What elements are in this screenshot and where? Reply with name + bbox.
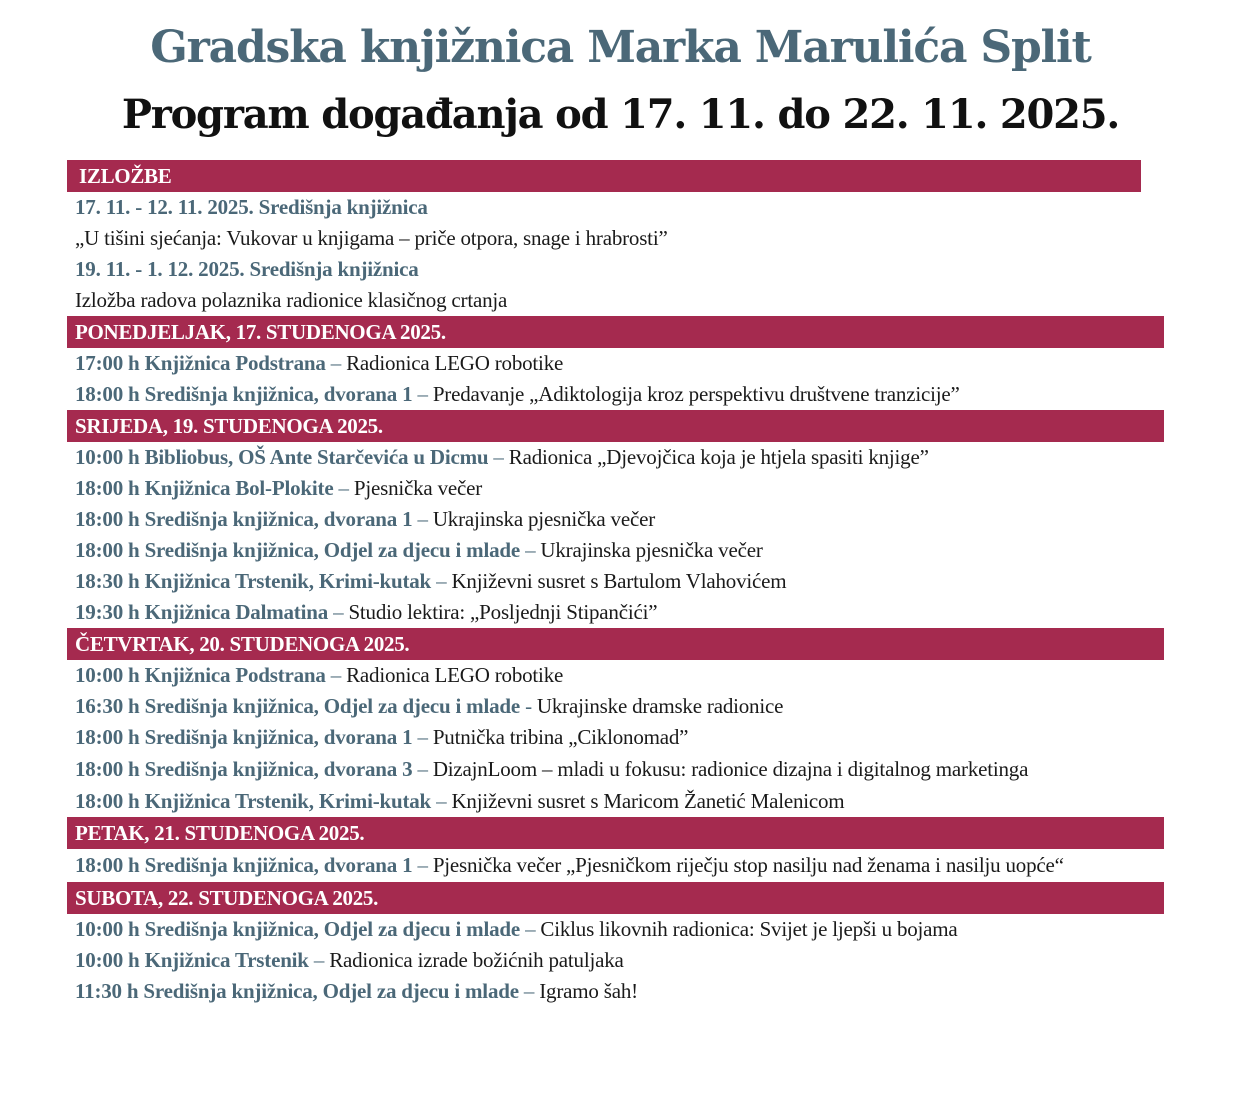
- list-item: [67, 473, 1164, 504]
- list-item: [67, 976, 1164, 1007]
- event-title: Radionica LEGO robotike: [346, 351, 564, 375]
- event-separator: –: [520, 917, 541, 941]
- list-item: [67, 348, 1164, 379]
- event-location: 18:00 h Središnja knjižnica, dvorana 1: [75, 725, 413, 749]
- event-location: 10:00 h Knjižnica Trstenik: [75, 948, 309, 972]
- section-heading-thursday: ČETVRTAK, 20. STUDENOGA 2025.: [67, 628, 1164, 660]
- event-location: 17. 11. - 12. 11. 2025. Središnja knjižnica: [75, 195, 428, 219]
- event-separator: –: [431, 789, 452, 813]
- event-location: 18:00 h Knjižnica Bol-Plokite: [75, 476, 334, 500]
- section-heading-exhibitions: IZLOŽBE: [67, 160, 1141, 192]
- list-item: [67, 442, 1164, 473]
- list-item: [67, 379, 1164, 410]
- event-title: Pjesnička večer „Pjesničkom riječju stop nasilju nad ženama i nasilju uopće“: [432, 853, 1064, 877]
- event-separator: –: [488, 445, 509, 469]
- event-separator: –: [333, 476, 354, 500]
- event-title: Ukrajinske dramske radionice: [536, 694, 784, 718]
- event-separator: –: [412, 853, 433, 877]
- list-item: [67, 945, 1164, 976]
- event-title: Radionica LEGO robotike: [346, 663, 564, 687]
- event-location: 18:00 h Središnja knjižnica, Odjel za djecu i mlade: [75, 538, 521, 562]
- list-item: [67, 786, 1164, 817]
- event-location: 19:30 h Knjižnica Dalmatina: [75, 600, 329, 624]
- event-separator: –: [308, 948, 330, 972]
- event-title: Predavanje „Adiktologija kroz perspektivu društvene tranzicije”: [432, 382, 960, 406]
- page-title: Gradska knjižnica Marka Marulića Split: [150, 22, 1091, 73]
- event-title: Pjesnička večer: [353, 476, 483, 500]
- list-item: [67, 566, 1164, 597]
- event-title: Studio lektira: „Posljednji Stipančići”: [348, 600, 658, 624]
- event-location: 18:00 h Središnja knjižnica, dvorana 1: [75, 382, 413, 406]
- page-subtitle: Program događanja od 17. 11. do 22. 11. 2025.: [121, 91, 1120, 138]
- event-title: Igramo šah!: [539, 979, 638, 1003]
- event-location: 18:00 h Knjižnica Trstenik, Krimi-kutak: [75, 789, 432, 813]
- event-title: Ukrajinska pjesnička večer: [540, 538, 763, 562]
- event-separator: –: [412, 757, 433, 781]
- list-item: [67, 914, 1164, 945]
- event-title: Izložba radova polaznika radionice klasičnog crtanja: [75, 288, 508, 312]
- section-heading-saturday: SUBOTA, 22. STUDENOGA 2025.: [67, 882, 1164, 914]
- event-title: „U tišini sjećanja: Vukovar u knjigama – priče otpora, snage i hrabrosti”: [75, 226, 668, 250]
- event-separator: -: [520, 694, 537, 718]
- program-list: [67, 160, 1164, 1007]
- event-title: Književni susret s Bartulom Vlahovićem: [451, 569, 787, 593]
- event-location: 18:00 h Središnja knjižnica, dvorana 1: [75, 507, 413, 531]
- event-separator: –: [325, 663, 347, 687]
- event-location: 19. 11. - 1. 12. 2025. Središnja knjižnica: [75, 257, 419, 281]
- event-title: Književni susret s Maricom Žanetić Malenicom: [451, 789, 845, 813]
- event-title: Putnička tribina „Ciklonomad”: [432, 725, 689, 749]
- event-location: 10:00 h Bibliobus, OŠ Ante Starčevića u Dicmu: [75, 445, 489, 469]
- event-title: Radionica „Djevojčica koja je htjela spasiti knjige”: [508, 445, 929, 469]
- event-title: Ciklus likovnih radionica: Svijet je ljepši u bojama: [540, 917, 958, 941]
- event-title: Ukrajinska pjesnička večer: [432, 507, 656, 531]
- list-item: [67, 223, 1164, 254]
- list-item: [67, 849, 1164, 882]
- section-heading-monday: PONEDJELJAK, 17. STUDENOGA 2025.: [67, 316, 1164, 348]
- event-separator: –: [431, 569, 452, 593]
- list-item: [67, 285, 1164, 316]
- list-item: [67, 691, 1164, 722]
- event-location: 17:00 h Knjižnica Podstrana: [75, 351, 326, 375]
- event-location: 16:30 h Središnja knjižnica, Odjel za djecu i mlade: [75, 694, 521, 718]
- section-heading-wednesday: SRIJEDA, 19. STUDENOGA 2025.: [67, 410, 1164, 442]
- list-item: [67, 597, 1164, 628]
- list-item: [67, 660, 1164, 691]
- event-separator: –: [412, 725, 433, 749]
- event-location: 18:00 h Središnja knjižnica, dvorana 1: [75, 853, 413, 877]
- list-item: [67, 753, 1164, 786]
- list-item: [67, 192, 1164, 223]
- event-location: 10:00 h Središnja knjižnica, Odjel za djecu i mlade: [75, 917, 521, 941]
- section-heading-friday: PETAK, 21. STUDENOGA 2025.: [67, 817, 1164, 849]
- list-item: [67, 722, 1164, 753]
- event-location: 10:00 h Knjižnica Podstrana: [75, 663, 326, 687]
- list-item: [67, 254, 1164, 285]
- event-title: Radionica izrade božićnih patuljaka: [329, 948, 624, 972]
- event-separator: –: [520, 538, 541, 562]
- event-location: 11:30 h Središnja knjižnica, Odjel za djecu i mlade: [75, 979, 519, 1003]
- event-location: 18:30 h Knjižnica Trstenik, Krimi-kutak: [75, 569, 432, 593]
- event-separator: –: [412, 507, 433, 531]
- list-item: [67, 504, 1164, 535]
- event-separator: –: [412, 382, 433, 406]
- list-item: [67, 535, 1164, 566]
- event-separator: –: [328, 600, 349, 624]
- event-location: 18:00 h Središnja knjižnica, dvorana 3: [75, 757, 413, 781]
- event-separator: –: [325, 351, 347, 375]
- event-separator: –: [518, 979, 540, 1003]
- event-title: DizajnLoom – mladi u fokusu: radionice dizajna i digitalnog marketinga: [432, 757, 1029, 781]
